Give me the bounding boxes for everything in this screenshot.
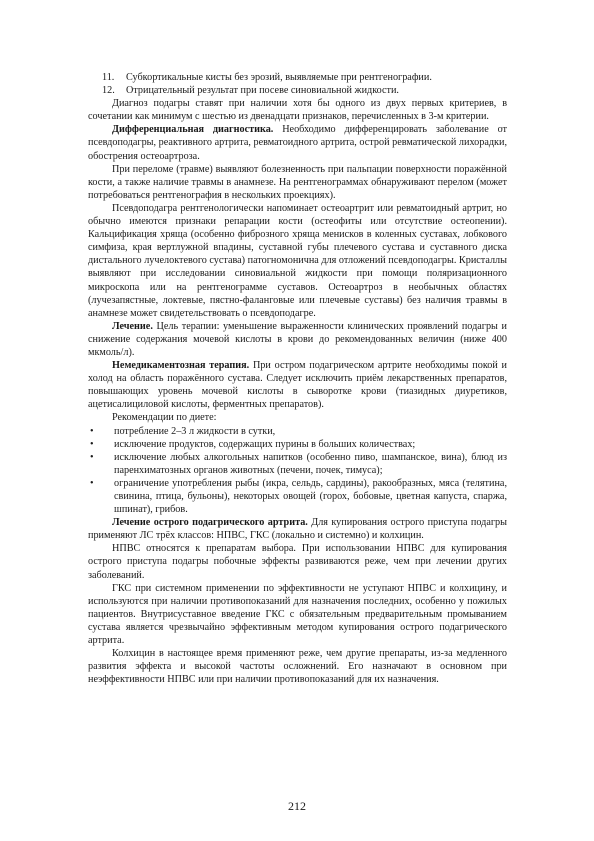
paragraph-acute bbox=[88, 516, 507, 542]
document-page bbox=[88, 71, 507, 686]
bullet-item bbox=[88, 451, 507, 477]
differential-text: Необходимо дифференцировать заболевание от псевдоподагры, реактивного артрита, ревматоидного артрита, острой ревматической лихорадки, обострения остеоартроза. bbox=[88, 124, 507, 162]
heading-nondrug: Немедикаментозная терапия. bbox=[112, 360, 250, 372]
nondrug-text: При остром подагрическом артрите необходимы покой и холод на область поражённого сустава. Следует исключить приём лекарственных препаратов, повышающих уровень мочевой кислоты в сыворотке крови (тиазидных диуретиков, ацетисалициловой кислоты, ферментных препаратов). bbox=[88, 360, 508, 411]
paragraph-nondrug bbox=[88, 359, 507, 411]
paragraph-differential bbox=[88, 123, 507, 162]
paragraph-diagnosis: Диагноз подагры ставят при наличии хотя бы одного из двух первых критериев, в сочетании как минимум с шестью из двенадцати признаков, перечисленных в 3-м критерии. bbox=[88, 98, 507, 123]
paragraph-fracture: При переломе (травме) выявляют болезненность при пальпации поверхности поражённой кости, а также наличие травмы в анамнезе. На рентгенограммах обнаруживают перелом (может потребоваться рентгенография в нескольких проекциях). bbox=[88, 163, 507, 201]
paragraph-treatment bbox=[88, 320, 507, 359]
diet-title: Рекомендации по диете: bbox=[112, 412, 217, 424]
item-text: Отрицательный результат при посеве синовиальной жидкости. bbox=[126, 85, 399, 97]
heading-treatment: Лечение. bbox=[112, 320, 153, 332]
bullet-text: потребление 2–3 л жидкости в сутки, bbox=[114, 425, 276, 437]
bullet-icon: • bbox=[90, 451, 94, 463]
bullet-icon: • bbox=[90, 425, 94, 437]
bullet-item bbox=[88, 438, 507, 451]
bullet-text: исключение продуктов, содержащих пурины в больших количествах; bbox=[114, 438, 416, 450]
item-number: 11. bbox=[102, 72, 115, 83]
paragraph-colchicine: Колхицин в настоящее время применяют реже, чем другие препараты, из-за медленного развития эффекта и высокой частоты осложнений. Его назначают в основном при неэффективности НПВС или при наличии противопоказаний для их назначения. bbox=[88, 648, 507, 686]
bullet-text: исключение любых алкогольных напитков (особенно пиво, шампанское, вина), блюд из паренхиматозных органов животных (печени, почек, тимуса); bbox=[114, 451, 507, 476]
list-item bbox=[88, 71, 507, 84]
bullet-item bbox=[88, 477, 507, 516]
heading-acute: Лечение острого подагрического артрита. bbox=[112, 517, 308, 529]
bullet-item bbox=[88, 425, 507, 438]
acute-text: Для купирования острого приступа подагры применяют ЛС трёх классов: НПВС, ГКС (локально и системно) и колхицин. bbox=[88, 517, 507, 542]
item-text: Субкортикальные кисты без эрозий, выявляемые при рентгенографии. bbox=[126, 72, 432, 83]
paragraph-gcs: ГКС при системном применении по эффективности не уступают НПВС и колхицину, и используются при наличии противопоказаний для назначения последних, особенно у пожилых пациентов. Внутрисуставное введение ГКС с обязательным предварительным промыванием сустава является чрезвычайно эффективным методом купирования острого подагрического артрита. bbox=[88, 582, 507, 647]
paragraph-nsaid: НПВС относятся к препаратам выбора. При использовании НПВС для купирования острого приступа подагры побочные эффекты развиваются реже, чем при лечении других заболеваний. bbox=[88, 543, 507, 581]
treatment-text: Цель терапии: уменьшение выраженности клинических проявлений подагры и снижение содержания мочевой кислоты в крови до рекомендованных величин (ниже 400 мкмоль/л). bbox=[88, 320, 507, 358]
paragraph-pseudogout: Псевдоподагра рентгенологически напоминает остеоартрит или ревматоидный артрит, но обычно имеются признаки репарации кости (остеофиты или отсутствие остеопении). Кальцификация хряща (особенно фиброзного хряща менисков в коленных суставах, лобкового симфиза, края вертлужной впадины, суставной губы плечевого сустава и суставного диска дистального лучелоктевого сустава) патогномонична для отложений псевдоподагры. Кристаллы выявляют при исследовании синовиальной жидкости при помощи поляризационного микроскопа или на рентгенограмме суставов. Остеоартроз в необычных областях (лучезапястные, локтевые, пястно-фаланговые или плечевые суставы) без наличия травмы в анамнезе может свидетельствовать о псевдоподагре. bbox=[88, 202, 507, 319]
item-number: 12. bbox=[102, 85, 115, 97]
list-item bbox=[88, 84, 507, 97]
page-number: 212 bbox=[288, 799, 306, 813]
bullet-icon: • bbox=[90, 438, 94, 450]
bullet-text: ограничение употребления рыбы (икра, сельдь, сардины), ракообразных, мяса (телятина, свинина, птица, бульоны), некоторых овощей (горох, бобовые, цветная капуста, спаржа, шпинат), грибов. bbox=[114, 477, 507, 516]
bullet-icon: • bbox=[90, 477, 94, 489]
heading-differential: Дифференциальная диагностика. bbox=[112, 124, 274, 136]
